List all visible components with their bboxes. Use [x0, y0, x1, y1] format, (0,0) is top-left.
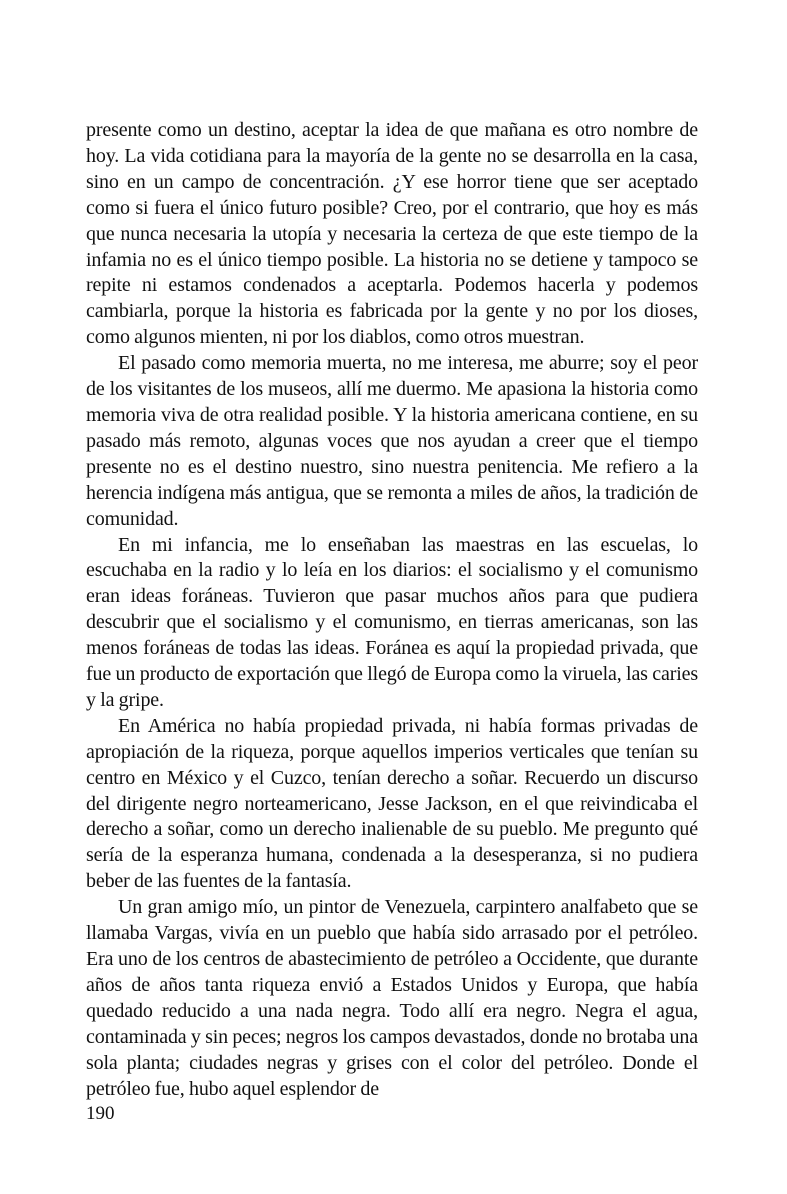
paragraph-2: El pasado como memoria muerta, no me interesa, me aburre; soy el peor de los visitantes de los museos, allí me duermo. Me apasiona la historia como memoria viva de otra realidad posible. Y la historia americana contiene, en su pasado más remoto, algunas voces que nos ayudan a creer que el tiempo presente no es el destino nuestro, sino nuestra penitencia. Me refiero a la herencia indígena más antigua, que se remonta a miles de años, la tradición de comunidad.: [86, 352, 698, 530]
body-text: [86, 118, 698, 1102]
page-number: 190: [86, 1103, 115, 1124]
paragraph-5: Un gran amigo mío, un pintor de Venezuela, carpintero analfabeto que se llamaba Vargas, vivía en un pueblo que había sido arrasado por el petróleo. Era uno de los centros de abastecimiento de petróleo a Occidente, que durante años de años tanta riqueza envió a Estados Unidos y Europa, que había quedado reducido a una nada negra. Todo allí era negro. Negra el agua, contaminada y sin peces; negros los campos devastados, donde no brotaba una sola planta; ciudades negras y grises con el color del petróleo. Donde el petróleo fue, hubo aquel esplendor de: [86, 896, 698, 1100]
paragraph-4: En América no había propiedad privada, ni había formas privadas de apropiación de la riqueza, porque aquellos imperios verticales que tenían su centro en México y el Cuzco, tenían derecho a soñar. Recuerdo un discurso del dirigente negro norteamericano, Jesse Jackson, en el que reivindicaba el derecho a soñar, como un derecho inalienable de su pueblo. Me pregunto qué sería de la esperanza humana, condenada a la desesperanza, si no pudiera beber de las fuentes de la fantasía.: [86, 714, 698, 893]
paragraph-3: En mi infancia, me lo enseñaban las maestras en las escuelas, lo escuchaba en la radio y lo leía en los diarios: el socialismo y el comunismo eran ideas foráneas. Tuvieron que pasar muchos años para que pudiera descubrir que el socialismo y el comunismo, en tierras americanas, son las menos foráneas de todas las ideas. Foránea es aquí la propiedad privada, que fue un producto de exportación que llegó de Europa como la viruela, las caries y la gripe.: [86, 533, 698, 711]
paragraph-1: presente como un destino, aceptar la idea de que mañana es otro nombre de hoy. La vida cotidiana para la mayoría de la gente no se desarrolla en la casa, sino en un campo de concentración. ¿Y ese horror tiene que ser aceptado como si fuera el único futuro posible? Creo, por el contrario, que hoy es más que nunca necesaria la utopía y necesaria la certeza de que este tiempo de la infamia no es el único tiempo posible. La historia no se detiene y tampoco se repite ni estamos condenados a aceptarla. Podemos hacerla y podemos cambiarla, porque la historia es fabricada por la gente y no por los dioses, como algunos mienten, ni por los diablos, como otros muestran.: [86, 119, 698, 349]
